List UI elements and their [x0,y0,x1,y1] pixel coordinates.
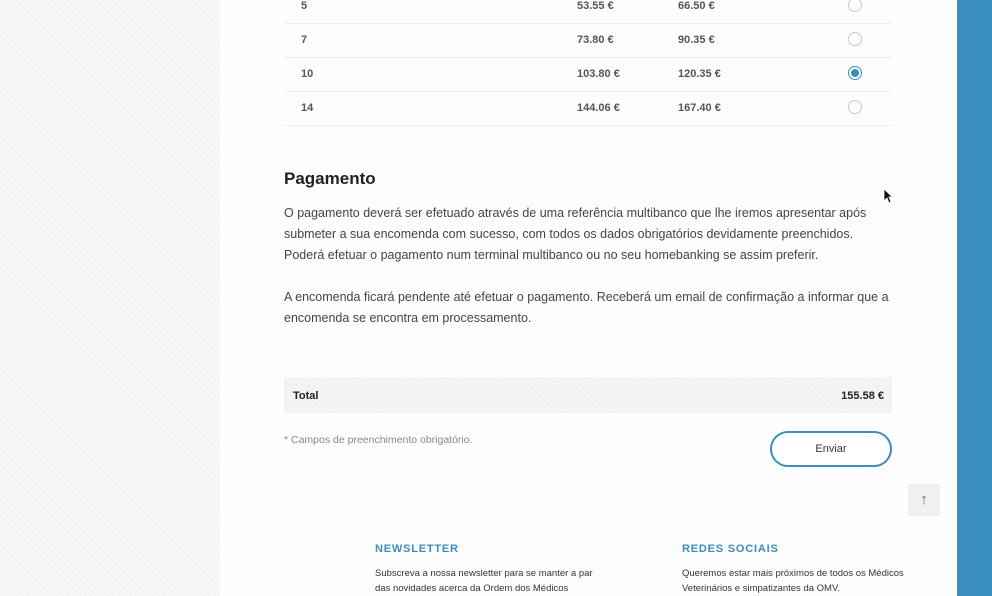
shipping-radio[interactable] [848,100,862,114]
shipping-price-b: 120.35 € [678,68,721,80]
scroll-to-top-button[interactable] [908,484,940,516]
shipping-radio[interactable] [848,32,862,46]
shipping-row[interactable] [284,57,892,92]
social-title: REDES SOCIAIS [682,543,779,555]
shipping-price-a: 53.55 € [577,0,614,12]
left-gutter [0,0,220,596]
right-accent-bar [957,0,992,596]
shipping-qty: 5 [301,0,308,12]
required-fields-note: * Campos de preenchimento obrigatório. [284,434,473,446]
newsletter-text: Subscreva a nossa newsletter para se manter a par das novidades acerca da Ordem dos Médicos [375,568,593,594]
payment-paragraph: O pagamento deverá ser efetuado através de uma referência multibanco que lhe iremos apresentar após submeter a sua encomenda com sucesso, com todos os dados obrigatórios devidamente preenchidos. Poderá efetuar o pagamento num terminal multibanco ou no seu homebanking se assim preferir. [284,206,867,262]
shipping-row[interactable] [284,0,892,24]
shipping-row[interactable] [284,91,892,126]
shipping-price-a: 73.80 € [577,34,614,46]
main-content [220,0,957,596]
shipping-price-b: 167.40 € [678,102,721,114]
total-bar [284,377,892,413]
total-value: 155.58 € [841,390,884,402]
shipping-qty: 10 [301,68,314,80]
mouse-cursor-icon [883,188,893,204]
shipping-radio-selected[interactable] [848,66,862,80]
social-text: Queremos estar mais próximos de todos os Médicos Veterinários e simpatizantes da OMV. [682,568,904,594]
shipping-row[interactable] [284,23,892,58]
arrow-up-icon: ↑ [920,491,928,508]
total-label: Total [293,390,319,402]
shipping-price-a: 103.80 € [577,68,620,80]
shipping-radio[interactable] [848,0,862,12]
newsletter-title: NEWSLETTER [375,543,459,555]
shipping-qty: 14 [301,102,314,114]
shipping-price-b: 66.50 € [678,0,715,12]
shipping-qty: 7 [301,34,308,46]
payment-paragraph: A encomenda ficará pendente até efetuar o pagamento. Receberá um email de confirmação a informar que a encomenda se encontra em processamento. [284,290,889,325]
shipping-price-a: 144.06 € [577,102,620,114]
shipping-price-b: 90.35 € [678,34,715,46]
submit-button[interactable]: Enviar [770,431,892,467]
payment-title: Pagamento [284,169,376,188]
